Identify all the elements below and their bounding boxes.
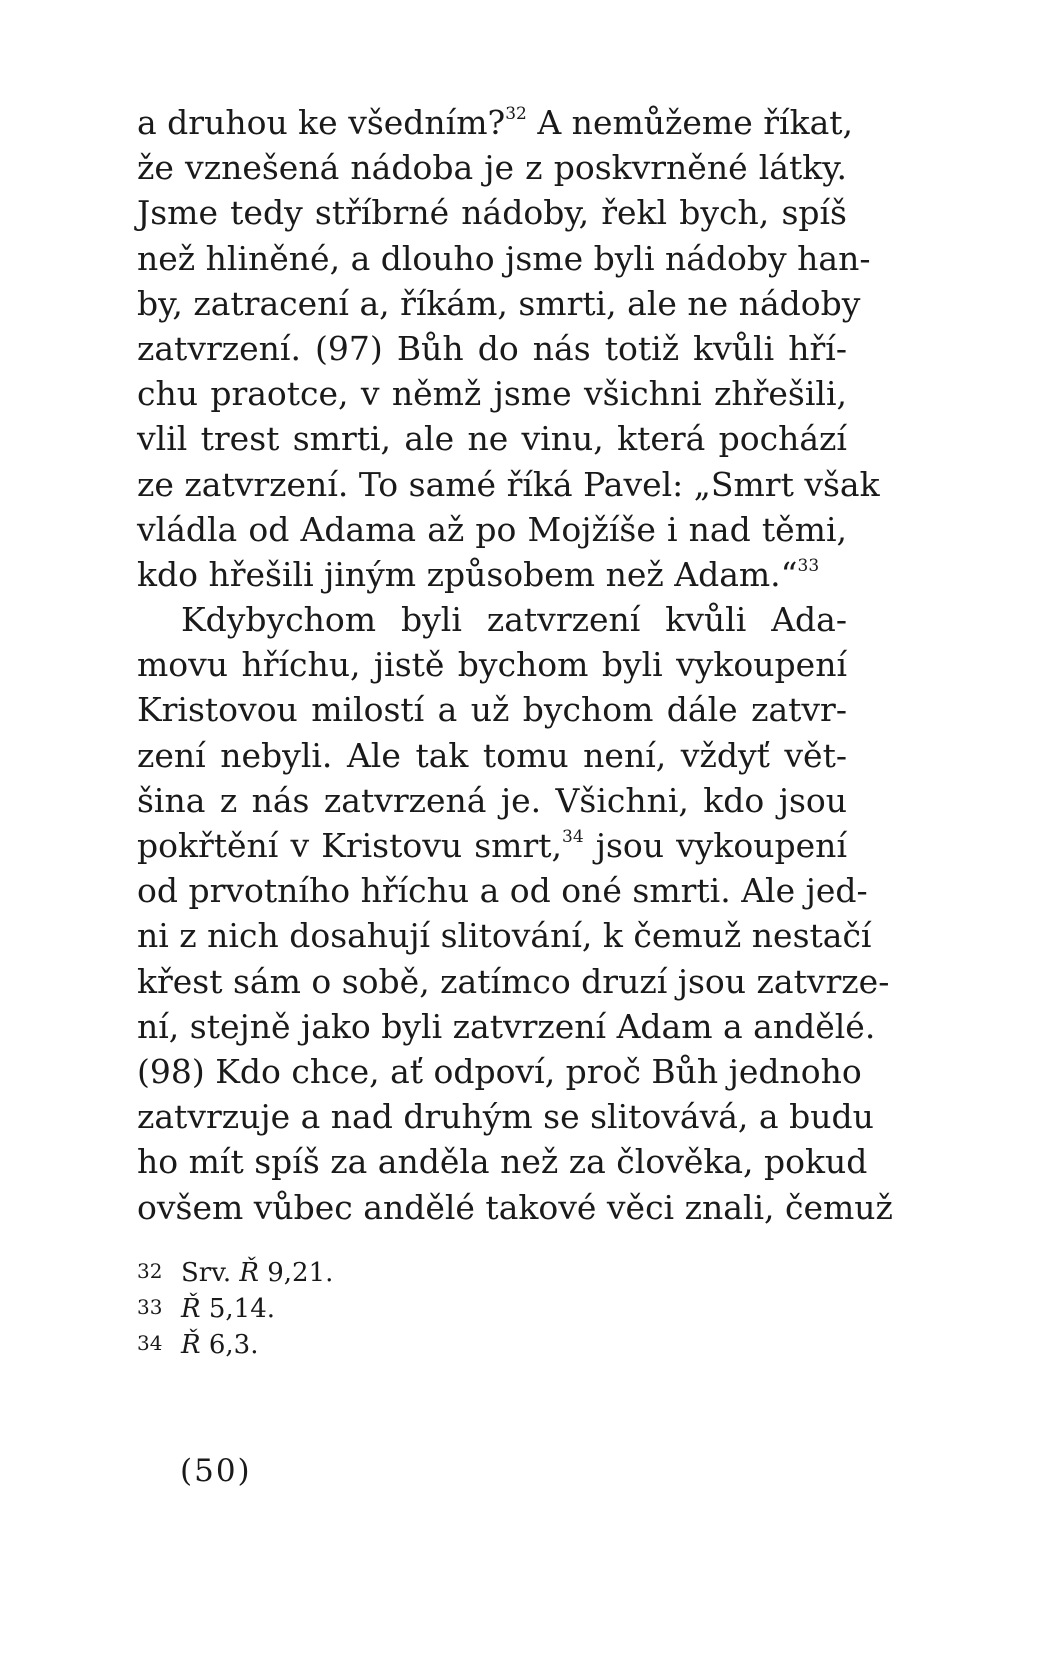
text-line: ho mít spíš za anděla než za člověka, pokud — [137, 1142, 868, 1182]
text-line: movu hříchu, jistě bychom byli vykoupení — [137, 645, 847, 685]
footnote: 32 Srv. Ř 9,21. — [137, 1255, 737, 1291]
text-line: vlil trest smrti, ale ne vinu, která pochází — [137, 419, 847, 459]
footnote-marker: 32 — [505, 104, 527, 124]
text-line: od prvotního hříchu a od oné smrti. Ale jed- — [137, 871, 868, 911]
text-line: Jsme tedy stříbrné nádoby, řekl bych, spíš — [137, 193, 847, 233]
text-line: Kdybychom byli zatvrzení kvůli Ada- — [181, 600, 847, 640]
text-line: zení nebyli. Ale tak tomu není, vždyť vět- — [137, 735, 847, 775]
text-line: ze zatvrzení. To samé říká Pavel: „Smrt však — [137, 464, 880, 504]
footnotes — [137, 1255, 737, 1363]
footnote-ref: Ř — [239, 1258, 259, 1288]
text-line: šina z nás zatvrzená je. Všichni, kdo jsou — [137, 780, 847, 820]
text-line: ovšem vůbec andělé takové věci znali, čemuž — [137, 1187, 893, 1227]
text-line: (98) Kdo chce, ať odpoví, proč Bůh jednoho — [137, 1051, 862, 1091]
text-line: že vznešená nádoba je z poskvrněné látky. — [137, 148, 847, 188]
text-line: by, zatracení a, říkám, smrti, ale ne nádoby — [137, 283, 861, 323]
text-line: vládla od Adama až po Mojžíše i nad těmi, — [137, 509, 847, 549]
text-line: křest sám o sobě, zatímco druzí jsou zatvrze- — [137, 961, 890, 1001]
text-line: zatvrzení. (97) Bůh do nás totiž kvůli hří- — [137, 328, 847, 368]
text-line: chu praotce, v němž jsme všichni zhřešili, — [137, 374, 847, 414]
footnote-number: 33 — [137, 1295, 163, 1319]
text-line: ni z nich dosahují slitování, k čemuž nestačí — [137, 916, 872, 956]
footnote: 34 Ř 6,3. — [137, 1327, 737, 1363]
footnote-number: 34 — [137, 1331, 163, 1355]
footnote-marker: 33 — [797, 555, 820, 576]
body-text — [137, 100, 893, 1230]
footnote-number: 32 — [137, 1259, 163, 1283]
text-line: a druhou ke všedním?$^{32}$ A nemůžeme říkat, — [137, 103, 853, 142]
page-number: (50) — [180, 1453, 252, 1489]
text-line: ní, stejně jako byli zatvrzení Adam a andělé. — [137, 1006, 876, 1046]
footnote-ref: Ř — [181, 1294, 201, 1324]
footnote-ref: Ř — [181, 1330, 201, 1360]
text-line: zatvrzuje a nad druhým se slitovává, a budu — [137, 1097, 874, 1137]
text-line: kdo hřešili jiným způsobem než Adam.“$^{33}$ — [137, 554, 820, 594]
text-line: pokřtění v Kristovu smrt,$^{34}$ jsou vykoupení — [137, 826, 847, 865]
text-line: než hliněné, a dlouho jsme byli nádoby han- — [137, 238, 871, 278]
footnote: 33 Ř 5,14. — [137, 1291, 737, 1327]
footnote-marker: 34 — [562, 827, 584, 847]
text-line: Kristovou milostí a už bychom dále zatvr- — [137, 690, 847, 730]
